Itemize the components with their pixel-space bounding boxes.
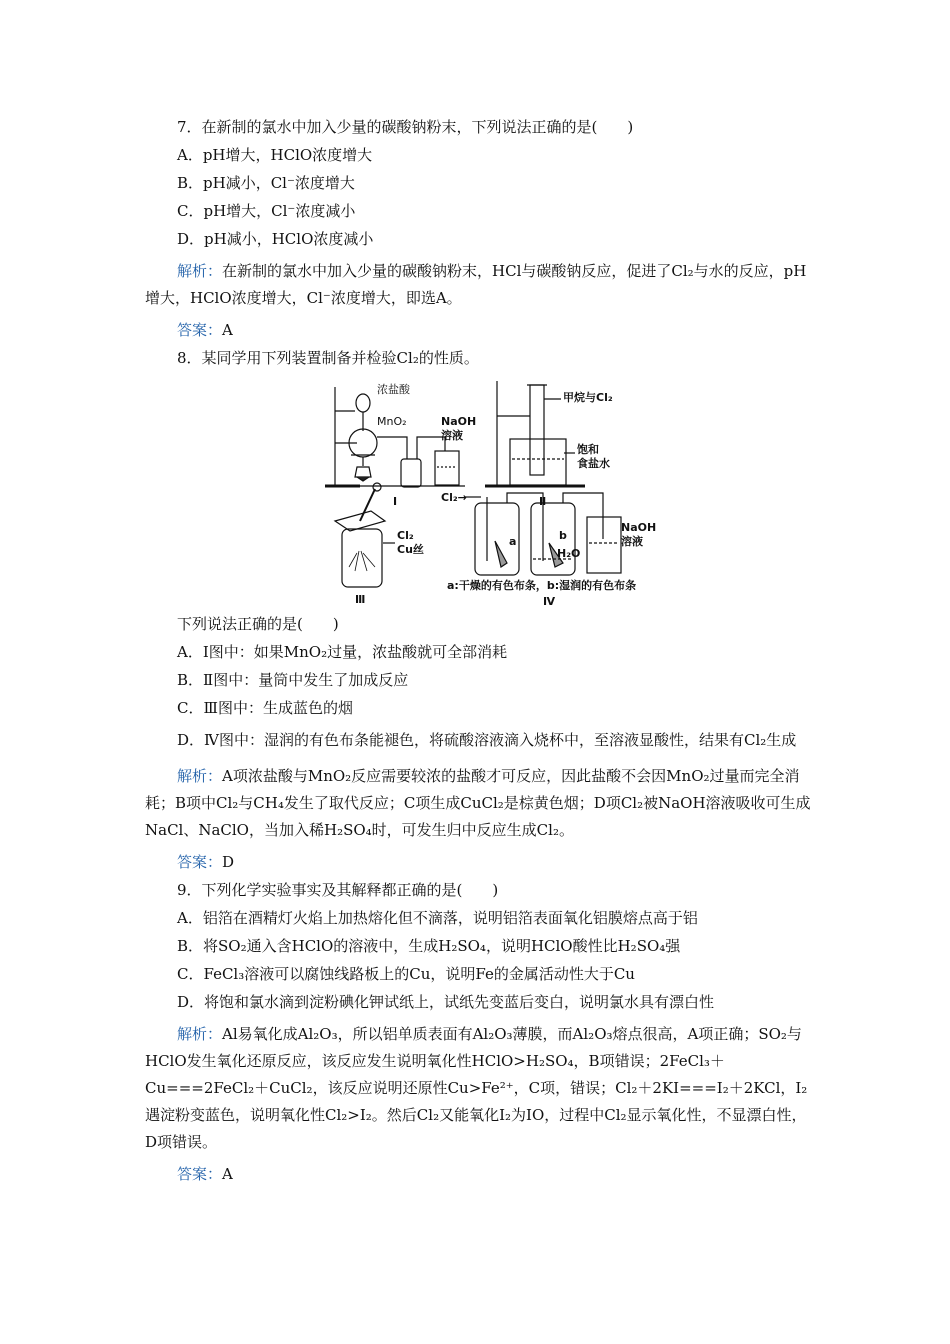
q7-answer xyxy=(145,321,815,349)
label-solution-i: 溶液 xyxy=(441,429,463,442)
label-mno2: MnO₂ xyxy=(377,415,407,428)
q8-option-a: A．Ⅰ图中：如果MnO₂过量，浓盐酸就可全部消耗 xyxy=(177,643,508,661)
q8-answer-value: D xyxy=(222,853,235,871)
q7-option-c: C．pH增大，Cl⁻浓度减小 xyxy=(177,202,356,220)
q9-option-a: A．铝箔在酒精灯火焰上加热熔化但不滴落，说明铝箔表面氧化铝膜熔点高于铝 xyxy=(177,909,698,927)
label-cu-wire: Cu丝 xyxy=(397,543,424,556)
q7-option-a: A．pH增大，HClO浓度增大 xyxy=(177,146,373,164)
label-note-iv: a:干燥的有色布条，b:湿润的有色布条 xyxy=(447,579,637,592)
q7-analysis-label: 解析： xyxy=(177,262,223,280)
label-fig-iii: Ⅲ xyxy=(355,593,366,606)
q7-option-b: B．pH减小，Cl⁻浓度增大 xyxy=(177,174,355,192)
q8-stem: 8．某同学用下列装置制备并检验Cl₂的性质。 xyxy=(177,349,479,367)
label-cl2-arrow: Cl₂→ xyxy=(441,491,467,504)
label-cl2-iii: Cl₂ xyxy=(397,529,414,542)
q8-analysis-text: A项浓盐酸与MnO₂反应需要较浓的盐酸才可反应，因此盐酸不会因MnO₂过量而完全消耗；B项中Cl₂与CH₄发生了取代反应；C项生成CuCl₂是棕黄色烟；D项Cl₂被NaOH溶液吸收可生成NaCl、NaClO，当加入稀H₂SO₄时，可发生归中反应生成Cl₂。 xyxy=(145,767,811,839)
label-fig-ii: Ⅱ xyxy=(539,495,547,508)
q9-answer xyxy=(145,1165,815,1193)
q7-analysis xyxy=(145,258,815,312)
label-b: b xyxy=(559,529,567,542)
q8-answer-label: 答案： xyxy=(177,853,223,871)
label-fig-i: Ⅰ xyxy=(393,495,398,508)
apparatus-drawing xyxy=(145,381,815,609)
q9-option-c: C．FeCl₃溶液可以腐蚀线路板上的Cu，说明Fe的金属活动性大于Cu xyxy=(177,965,635,983)
label-naoh-i: NaOH xyxy=(441,415,477,428)
q7-answer-value: A xyxy=(222,321,233,339)
q8-answer xyxy=(145,853,815,881)
apparatus-figure xyxy=(145,381,815,609)
label-methane-cl2: 甲烷与Cl₂ xyxy=(563,391,613,404)
q8-prompt: 下列说法正确的是( ) xyxy=(177,615,339,633)
q7-option-d: D．pH减小，HClO浓度减小 xyxy=(177,230,374,248)
q9-stem: 9．下列化学实验事实及其解释都正确的是( ) xyxy=(177,881,499,899)
q8-analysis xyxy=(145,763,815,844)
q7-analysis-text: 在新制的氯水中加入少量的碳酸钠粉末，HCl与碳酸钠反应，促进了Cl₂与水的反应，pH增大，HClO浓度增大，Cl⁻浓度增大，即选A。 xyxy=(145,262,807,307)
q9-analysis xyxy=(145,1021,815,1156)
label-naoh-iv: NaOH xyxy=(621,521,657,534)
label-h2o: H₂O xyxy=(557,547,581,560)
q9-option-b: B．将SO₂通入含HClO的溶液中，生成H₂SO₄，说明HClO酸性比H₂SO₄强 xyxy=(177,937,681,955)
q7-stem: 7．在新制的氯水中加入少量的碳酸钠粉末，下列说法正确的是( ) xyxy=(177,118,634,136)
worksheet-page xyxy=(145,118,815,1193)
label-solution-iv: 溶液 xyxy=(621,535,643,548)
q9-answer-label: 答案： xyxy=(177,1165,223,1183)
q8-analysis-label: 解析： xyxy=(177,767,223,785)
q8-option-b: B．Ⅱ图中：量筒中发生了加成反应 xyxy=(177,671,409,689)
q9-answer-value: A xyxy=(222,1165,233,1183)
q8-option-c: C．Ⅲ图中：生成蓝色的烟 xyxy=(177,699,353,717)
label-conc-hcl: 浓盐酸 xyxy=(377,383,410,396)
label-fig-iv: Ⅳ xyxy=(543,595,556,608)
label-a: a xyxy=(509,535,517,548)
q9-analysis-text: Al易氧化成Al₂O₃，所以铝单质表面有Al₂O₃薄膜，而Al₂O₃熔点很高，A项正确；SO₂与HClO发生氧化还原反应，该反应发生说明氧化性HClO>H₂SO₄，B项错误；2FeCl₃＋Cu===2FeCl₂＋CuCl₂，该反应说明还原性Cu>Fe²⁺，C项，错误；Cl₂＋2KI===I₂＋2KCl，I₂遇淀粉变蓝色，说明氧化性Cl₂>I₂。然后Cl₂又能氧化I₂为IO，过程中Cl₂显示氧化性，不显漂白性，D项错误。 xyxy=(145,1025,808,1151)
q9-option-d: D．将饱和氯水滴到淀粉碘化钾试纸上，试纸先变蓝后变白，说明氯水具有漂白性 xyxy=(177,993,715,1011)
q7-answer-label: 答案： xyxy=(177,321,223,339)
label-saturated: 饱和 xyxy=(577,443,599,456)
label-brine: 食盐水 xyxy=(577,457,610,470)
q8-option-d: D．Ⅳ图中：湿润的有色布条能褪色，将硫酸溶液滴入烧杯中，至溶液显酸性，结果有Cl₂生成 xyxy=(177,731,797,749)
q9-analysis-label: 解析： xyxy=(177,1025,223,1043)
